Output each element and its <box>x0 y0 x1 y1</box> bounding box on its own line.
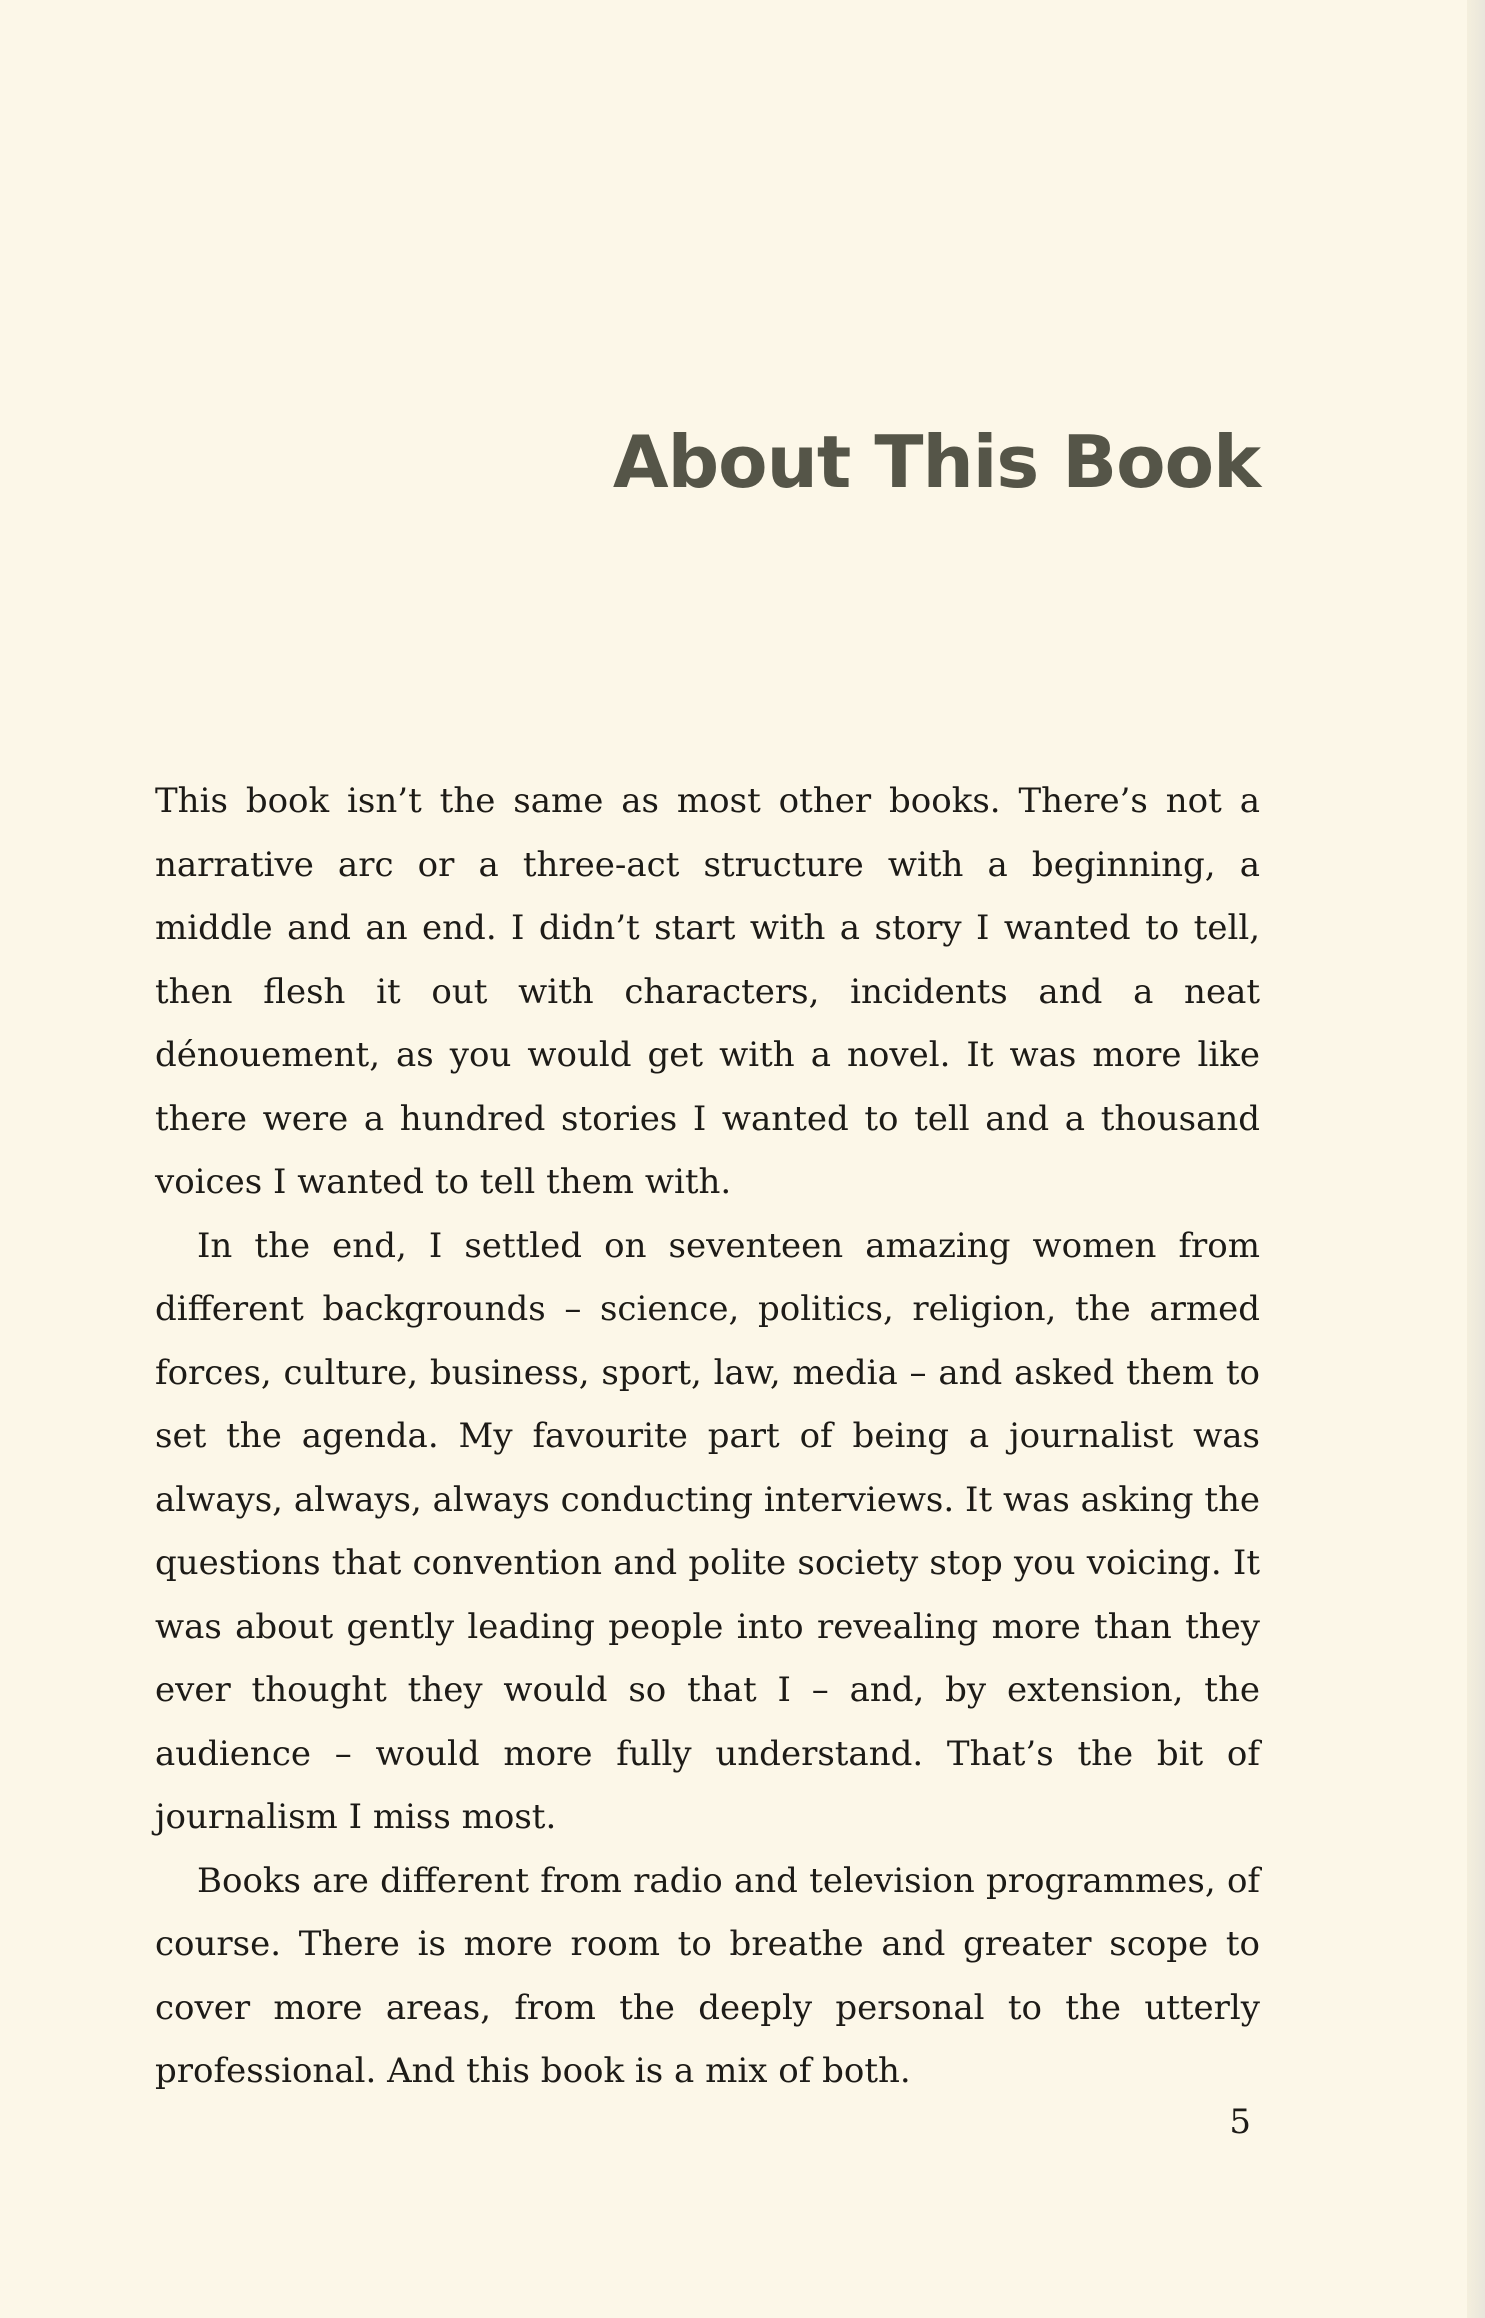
chapter-title: About This Book <box>612 420 1260 504</box>
paragraph-2: In the end, I settled on seventeen amazing women from different backgrounds – science, politics, religion, the armed forces, culture, business, sport, law, media – and asked them to set the agenda. My favourite part of being a journalist was always, always, always conducting interviews. It was asking the questions that convention and polite society stop you voicing. It was about gently leading people into revealing more than they ever thought they would so that I – and, by extension, the audience – would more fully understand. That’s the bit of journalism I miss most. <box>155 1225 1260 1837</box>
page-edge <box>1467 0 1485 2318</box>
paragraph-3: Books are different from radio and television programmes, of course. There is more room to breathe and greater scope to cover more areas, from the deeply personal to the utterly professional. And this book is a mix of both. <box>155 1860 1260 2091</box>
page-number: 5 <box>1229 2102 1251 2142</box>
paragraph-1: This book isn’t the same as most other books. There’s not a narrative arc or a three-act structure with a beginning, a middle and an end. I didn’t start with a story I wanted to tell, then flesh it out with characters, incidents and a neat dénouement, as you would get with a novel. It was more like there were a hundred stories I wanted to tell and a thousand voices I wanted to tell them with. <box>155 781 1260 1202</box>
body-text <box>155 770 1260 2104</box>
